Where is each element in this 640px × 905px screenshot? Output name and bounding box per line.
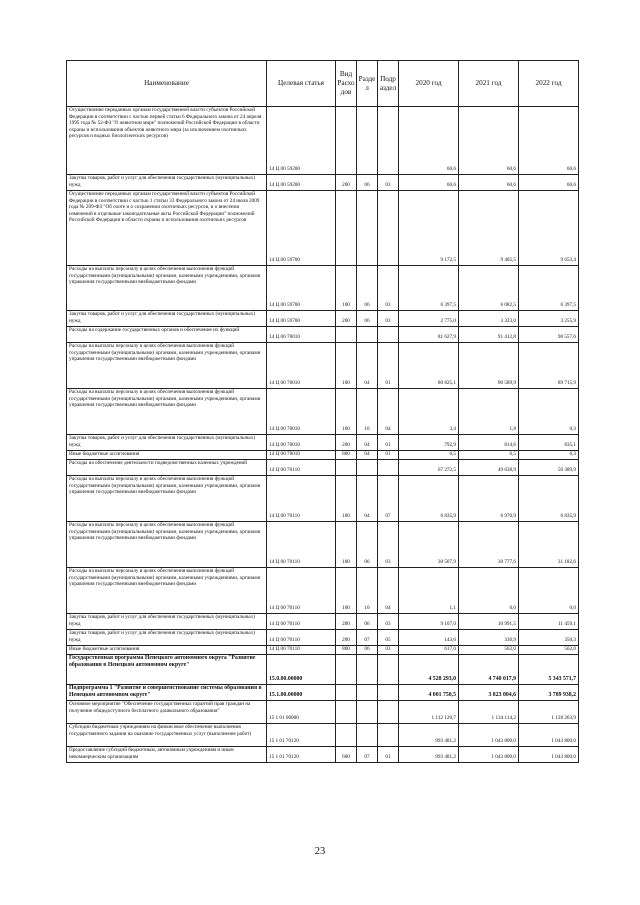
table-row <box>67 568 579 614</box>
cell-2022: 1 043 800,0 <box>519 747 579 763</box>
cell-name: Основное мероприятие "Обеспечение государственных гарантий прав граждан на получение общедоступного бесплатного дошкольного образования" <box>67 701 267 724</box>
cell-name: Расходы на выплаты персоналу в целях обеспечения выполнения функций государственными (муниципальными) органами, казенными учреждениями, органами управления государственными внебюджетными фондами <box>67 568 267 614</box>
cell-2022: 50 389,9 <box>519 460 579 476</box>
cell-vid: 100 <box>336 343 357 389</box>
cell-name: Закупка товаров, работ и услуг для обеспечения государственных (муниципальных) нужд <box>67 630 267 646</box>
cell-2020: 81 627,9 <box>399 327 459 343</box>
cell-razdel <box>357 701 378 724</box>
table-row <box>67 266 579 311</box>
cell-podrazdel <box>378 460 399 476</box>
cell-2022: 60,6 <box>519 107 579 175</box>
table-row <box>67 655 579 685</box>
cell-vid <box>336 724 357 747</box>
cell-name: Расходы на выплаты персоналу в целях обеспечения выполнения функций государственными (муниципальными) органами, казенными учреждениями, органами управления государственными внебюджетными фондами <box>67 266 267 311</box>
cell-2020: 6 397,5 <box>399 266 459 311</box>
cell-2022: 835,1 <box>519 435 579 451</box>
cell-code: 14 Ц 00 59700 <box>267 266 336 311</box>
cell-podrazdel <box>378 107 399 175</box>
cell-podrazdel: 04 <box>378 389 399 435</box>
cell-podrazdel: 03 <box>378 522 399 568</box>
cell-razdel: 04 <box>357 343 378 389</box>
table-header-row <box>67 61 579 107</box>
cell-podrazdel: 03 <box>378 614 399 630</box>
header-2022: 2022 год <box>519 61 579 107</box>
table-row <box>67 685 579 701</box>
cell-2020: 6,5 <box>399 451 459 460</box>
cell-2020: 1 112 120,7 <box>399 701 459 724</box>
cell-2022: 562,0 <box>519 646 579 655</box>
cell-code: 14 Ц 00 70110 <box>267 614 336 630</box>
cell-2021: 336,9 <box>459 630 519 646</box>
cell-vid <box>336 460 357 476</box>
budget-table-sheet <box>66 60 579 763</box>
table-row <box>67 460 579 476</box>
cell-razdel: 06 <box>357 266 378 311</box>
cell-razdel <box>357 724 378 747</box>
cell-2021: 1 043 800,0 <box>459 747 519 763</box>
cell-podrazdel <box>378 191 399 266</box>
cell-2021: 3 323,0 <box>459 311 519 327</box>
cell-podrazdel: 07 <box>378 476 399 522</box>
cell-razdel: 07 <box>357 747 378 763</box>
cell-code: 14 Ц 00 59700 <box>267 191 336 266</box>
cell-vid <box>336 191 357 266</box>
page-number: 23 <box>314 846 326 857</box>
header-name: Наименование <box>67 61 267 107</box>
cell-razdel: 06 <box>357 614 378 630</box>
table-row <box>67 327 579 343</box>
cell-name: Расходы на выплаты персоналу в целях обеспечения выполнения функций государственными (муниципальными) органами, казенными учреждениями, органами управления государственными внебюджетными фондами <box>67 476 267 522</box>
cell-vid: 100 <box>336 522 357 568</box>
cell-name: Иные бюджетные ассигнования <box>67 646 267 655</box>
cell-code: 15 1 01 00000 <box>267 701 336 724</box>
cell-2022: 350,3 <box>519 630 579 646</box>
table-row <box>67 630 579 646</box>
cell-2021: 6 082,5 <box>459 266 519 311</box>
cell-vid: 100 <box>336 568 357 614</box>
cell-2021: 9 405,5 <box>459 191 519 266</box>
cell-podrazdel: 01 <box>378 435 399 451</box>
cell-vid <box>336 685 357 701</box>
cell-2022: 0,0 <box>519 568 579 614</box>
cell-2021: 91 412,8 <box>459 327 519 343</box>
table-row <box>67 451 579 460</box>
cell-vid: 600 <box>336 747 357 763</box>
cell-name: Расходы на содержание государственных органов и обеспечение их функций <box>67 327 267 343</box>
table-row <box>67 435 579 451</box>
cell-2020: 2 775,0 <box>399 311 459 327</box>
cell-2020: 617,0 <box>399 646 459 655</box>
cell-2021: 30 777,6 <box>459 522 519 568</box>
table-row <box>67 389 579 435</box>
cell-razdel <box>357 685 378 701</box>
cell-podrazdel: 03 <box>378 646 399 655</box>
cell-2020: 67 272,5 <box>399 460 459 476</box>
cell-2020: 143,6 <box>399 630 459 646</box>
cell-code: 14 Ц 00 70110 <box>267 646 336 655</box>
cell-2020: 60,6 <box>399 107 459 175</box>
cell-vid <box>336 107 357 175</box>
cell-2022: 11 459,1 <box>519 614 579 630</box>
cell-podrazdel: 04 <box>378 568 399 614</box>
cell-code: 14 Ц 00 70010 <box>267 389 336 435</box>
cell-2021: 3 823 004,6 <box>459 685 519 701</box>
cell-vid: 200 <box>336 175 357 191</box>
cell-2021: 6 970,9 <box>459 476 519 522</box>
cell-2022: 6,3 <box>519 451 579 460</box>
cell-razdel: 06 <box>357 311 378 327</box>
cell-2021: 0,0 <box>459 568 519 614</box>
cell-code: 14 Ц 00 70010 <box>267 343 336 389</box>
cell-2022: 89 715,9 <box>519 343 579 389</box>
cell-podrazdel <box>378 327 399 343</box>
cell-razdel: 04 <box>357 435 378 451</box>
cell-podrazdel: 03 <box>378 311 399 327</box>
table-body <box>67 107 579 763</box>
table-row <box>67 614 579 630</box>
cell-2022: 6 397,5 <box>519 266 579 311</box>
cell-vid <box>336 655 357 685</box>
cell-vid: 800 <box>336 451 357 460</box>
cell-2020: 80 825,1 <box>399 343 459 389</box>
cell-code: 15.1.00.00000 <box>267 685 336 701</box>
cell-name: Закупка товаров, работ и услуг для обеспечения государственных (муниципальных) нужд <box>67 311 267 327</box>
cell-razdel: 06 <box>357 522 378 568</box>
cell-code: 14 Ц 00 70110 <box>267 460 336 476</box>
cell-2021: 562,0 <box>459 646 519 655</box>
cell-name: Закупка товаров, работ и услуг для обеспечения государственных (муниципальных) нужд <box>67 175 267 191</box>
cell-2021: 49 638,9 <box>459 460 519 476</box>
header-razdel: Разде л <box>357 61 378 107</box>
cell-vid: 100 <box>336 266 357 311</box>
cell-razdel <box>357 327 378 343</box>
cell-podrazdel <box>378 724 399 747</box>
cell-razdel: 06 <box>357 646 378 655</box>
cell-podrazdel: 01 <box>378 747 399 763</box>
cell-name: Субсидии бюджетным учреждениям на финансовое обеспечение выполнения государственного задания на оказание государственных услуг (выполнение работ) <box>67 724 267 747</box>
cell-code: 14 Ц 00 70110 <box>267 522 336 568</box>
cell-2021: 60,6 <box>459 107 519 175</box>
cell-razdel: 04 <box>357 451 378 460</box>
cell-2020: 993 481,2 <box>399 747 459 763</box>
cell-2022: 1 128 263,9 <box>519 701 579 724</box>
table-row <box>67 175 579 191</box>
table-row <box>67 343 579 389</box>
cell-2020: 1,1 <box>399 568 459 614</box>
cell-code: 14 Ц 00 70110 <box>267 630 336 646</box>
cell-vid <box>336 701 357 724</box>
cell-2020: 3,4 <box>399 389 459 435</box>
cell-code: 14 Ц 00 59200 <box>267 107 336 175</box>
cell-2021: 6,5 <box>459 451 519 460</box>
cell-2020: 4 001 750,5 <box>399 685 459 701</box>
cell-name: Расходы на выплаты персоналу в целях обеспечения выполнения функций государственными (муниципальными) органами, казенными учреждениями, органами управления государственными внебюджетными фондами <box>67 389 267 435</box>
table-row <box>67 522 579 568</box>
cell-code: 14 Ц 00 70010 <box>267 327 336 343</box>
cell-2021: 90 589,9 <box>459 343 519 389</box>
table-row <box>67 646 579 655</box>
cell-name: Осуществление переданных органам государственной власти субъектов Российской Федерации в соответствии с частью первой статьи 6 Федерального закона от 24 апреля 1995 года № 52-ФЗ "О животном мире" полномочий Российской Федерации в области охраны и использования объектов животного мира (за исключением охотничьих ресурсов и водных биологических ресурсов) <box>67 107 267 175</box>
cell-razdel: 10 <box>357 389 378 435</box>
cell-podrazdel: 03 <box>378 175 399 191</box>
header-2020: 2020 год <box>399 61 459 107</box>
table-row <box>67 107 579 175</box>
cell-2022: 1 043 800,0 <box>519 724 579 747</box>
header-2021: 2021 год <box>459 61 519 107</box>
cell-razdel <box>357 460 378 476</box>
cell-code: 14 Ц 00 70010 <box>267 435 336 451</box>
cell-code: 14 Ц 00 59200 <box>267 175 336 191</box>
cell-podrazdel: 03 <box>378 266 399 311</box>
cell-code: 14 Ц 00 70110 <box>267 568 336 614</box>
cell-2021: 60,6 <box>459 175 519 191</box>
cell-2020: 30 567,9 <box>399 522 459 568</box>
cell-2020: 4 528 293,0 <box>399 655 459 685</box>
cell-code: 14 Ц 00 59700 <box>267 311 336 327</box>
cell-2022: 3 789 938,2 <box>519 685 579 701</box>
cell-2021: 814,6 <box>459 435 519 451</box>
cell-razdel <box>357 655 378 685</box>
cell-2022: 90 557,6 <box>519 327 579 343</box>
cell-name: Расходы на выплаты персоналу в целях обеспечения выполнения функций государственными (муниципальными) органами, казенными учреждениями, органами управления государственными внебюджетными фондами <box>67 343 267 389</box>
cell-2021: 1 134 114,2 <box>459 701 519 724</box>
cell-name: Иные бюджетные ассигнования <box>67 451 267 460</box>
cell-2022: 9 653,4 <box>519 191 579 266</box>
cell-razdel: 07 <box>357 630 378 646</box>
cell-vid: 100 <box>336 389 357 435</box>
cell-vid: 800 <box>336 646 357 655</box>
table-row <box>67 311 579 327</box>
cell-podrazdel <box>378 685 399 701</box>
cell-2021: 4 740 017,9 <box>459 655 519 685</box>
cell-vid <box>336 327 357 343</box>
cell-razdel: 06 <box>357 175 378 191</box>
cell-name: Расходы на обеспечение деятельности подведомственных казенных учреждений <box>67 460 267 476</box>
header-podrazdel: Подр аздел <box>378 61 399 107</box>
cell-code: 14 Ц 00 70110 <box>267 476 336 522</box>
header-vid: Вид Расхо дов <box>336 61 357 107</box>
cell-name: Подпрограмма 1 "Развитие и совершенствование системы образования в Ненецком автономном округе" <box>67 685 267 701</box>
budget-table <box>66 60 579 763</box>
cell-vid: 200 <box>336 614 357 630</box>
cell-name: Закупка товаров, работ и услуг для обеспечения государственных (муниципальных) нужд <box>67 435 267 451</box>
cell-vid: 200 <box>336 630 357 646</box>
cell-podrazdel: 05 <box>378 630 399 646</box>
cell-2022: 31 182,6 <box>519 522 579 568</box>
cell-2020: 6 835,9 <box>399 476 459 522</box>
cell-2022: 3 255,9 <box>519 311 579 327</box>
cell-2020: 60,6 <box>399 175 459 191</box>
cell-2022: 5 343 571,7 <box>519 655 579 685</box>
cell-name: Государственная программа Ненецкого автономного округа "Развитие образования в Ненецком автономном округе" <box>67 655 267 685</box>
cell-code: 15 1 01 70120 <box>267 747 336 763</box>
cell-2022: 6 835,9 <box>519 476 579 522</box>
header-code: Целевая статья <box>267 61 336 107</box>
cell-podrazdel: 01 <box>378 343 399 389</box>
cell-2020: 993 481,2 <box>399 724 459 747</box>
cell-name: Закупка товаров, работ и услуг для обеспечения государственных (муниципальных) нужд <box>67 614 267 630</box>
table-row <box>67 476 579 522</box>
table-row <box>67 191 579 266</box>
cell-2020: 792,9 <box>399 435 459 451</box>
cell-code: 15 1 01 70120 <box>267 724 336 747</box>
table-row <box>67 701 579 724</box>
cell-2021: 1,8 <box>459 389 519 435</box>
cell-name: Предоставление субсидий бюджетным, автономным учреждениям и иным некоммерческим организациям <box>67 747 267 763</box>
cell-razdel <box>357 107 378 175</box>
cell-name: Осуществление переданных органам государственной власти субъектов Российской Федерации в соответствии с частью 1 статьи 33 Федерального закона от 24 июля 2009 года № 209-ФЗ "Об охоте и о сохранении охотничьих ресурсов, и о внесении изменений в отдельные законодательные акты Российской Федерации" полномочий Российской Федерации в области охраны и использования охотничьих ресурсов <box>67 191 267 266</box>
cell-vid: 200 <box>336 435 357 451</box>
cell-razdel: 10 <box>357 568 378 614</box>
cell-podrazdel <box>378 655 399 685</box>
cell-vid: 200 <box>336 311 357 327</box>
cell-2022: 0,3 <box>519 389 579 435</box>
table-row <box>67 747 579 763</box>
cell-razdel: 04 <box>357 476 378 522</box>
cell-2020: 9 172,5 <box>399 191 459 266</box>
cell-podrazdel: 01 <box>378 451 399 460</box>
cell-2021: 10 991,5 <box>459 614 519 630</box>
cell-2021: 1 043 800,0 <box>459 724 519 747</box>
cell-name: Расходы на выплаты персоналу в целях обеспечения выполнения функций государственными (муниципальными) органами, казенными учреждениями, органами управления государственными внебюджетными фондами <box>67 522 267 568</box>
cell-vid: 100 <box>336 476 357 522</box>
cell-code: 15.0.00.00000 <box>267 655 336 685</box>
cell-2022: 60,6 <box>519 175 579 191</box>
cell-podrazdel <box>378 701 399 724</box>
cell-2020: 9 107,0 <box>399 614 459 630</box>
cell-code: 14 Ц 00 70010 <box>267 451 336 460</box>
table-row <box>67 724 579 747</box>
cell-razdel <box>357 191 378 266</box>
